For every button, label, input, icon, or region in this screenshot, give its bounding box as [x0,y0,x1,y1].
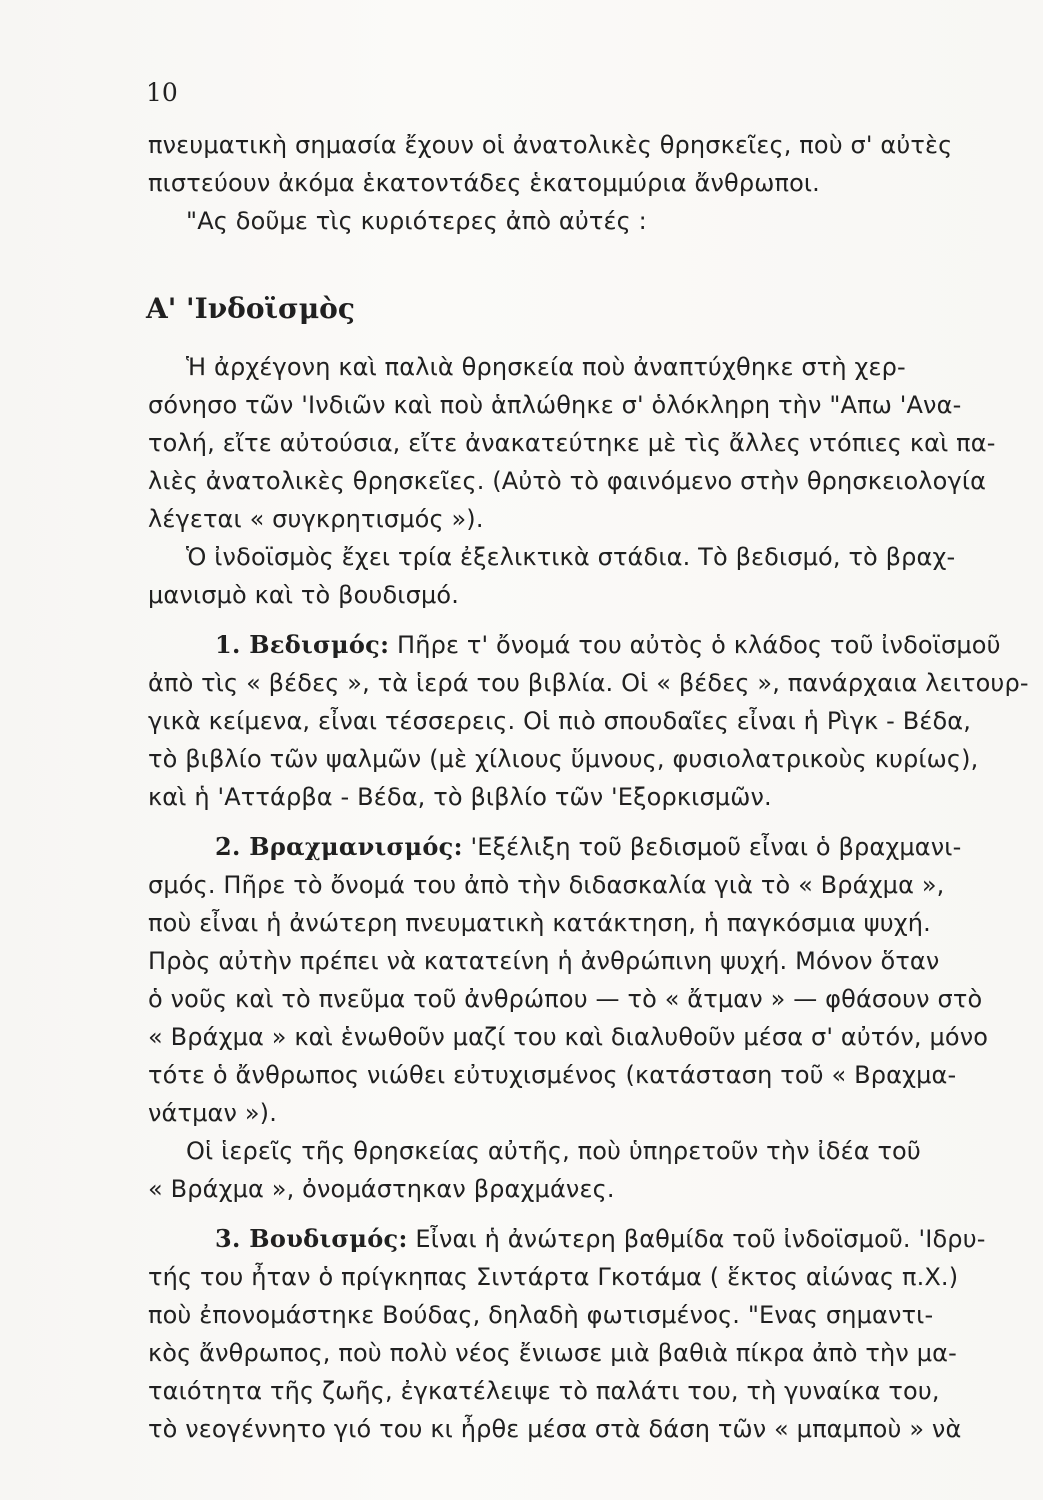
text-line: τὸ νεογέννητο γιό του κι ἦρθε μέσα στὰ δάση τῶν « μπαμποὺ » νὰ [148,1415,962,1443]
page-number: 10 [146,78,178,107]
text-fragment: 'Εξέλιξη τοῦ βεδισμοῦ εἶναι ὁ βραχμανι- [470,833,962,861]
text-fragment: Εἶναι ἡ ἀνώτερη βαθμίδα τοῦ ἰνδοϊσμοῦ. 'Ιδρυ- [415,1225,986,1253]
text-line: μανισμὸ καὶ τὸ βουδισμό. [148,581,459,609]
text-line: σόνησο τῶν 'Ινδιῶν καὶ ποὺ ἁπλώθηκε σ' ὁλόκληρη τὴν "Απω 'Ανα- [148,391,962,419]
section-2-title: 2. Βραχμανισμός: [215,832,463,861]
text-line: ὁ νοῦς καὶ τὸ πνεῦμα τοῦ ἀνθρώπου — τὸ « ἄτμαν » — φθάσουν στὸ [148,985,983,1013]
text-line: τὸ βιβλίο τῶν ψαλμῶν (μὲ χίλιους ὕμνους, φυσιολατρικοὺς κυρίως), [148,745,979,773]
section-3-line [215,1224,1043,1254]
text-line: πνευματικὴ σημασία ἔχουν οἱ ἀνατολικὲς θρησκεῖες, ποὺ σ' αὐτὲς [148,131,953,159]
text-line: νάτμαν »). [148,1099,277,1127]
text-line: γικὰ κείμενα, εἶναι τέσσερεις. Οἱ πιὸ σπουδαῖες εἶναι ἡ Ρὶγκ - Βέδα, [148,707,972,735]
text-line: ποὺ εἶναι ἡ ἀνώτερη πνευματικὴ κατάκτηση, ἡ παγκόσμια ψυχή. [148,909,931,937]
text-line: Ὁ ἰνδοϊσμὸς ἔχει τρία ἐξελικτικὰ στάδια. Τὸ βεδισμό, τὸ βραχ- [186,543,956,571]
section-heading: Α' 'Ινδοϊσμὸς [146,292,355,325]
text-line: Ἡ ἀρχέγονη καὶ παλιὰ θρησκεία ποὺ ἀναπτύχθηκε στὴ χερ- [186,353,906,381]
text-line: « Βράχμα » καὶ ἑνωθοῦν μαζί του καὶ διαλυθοῦν μέσα σ' αὐτόν, μόνο [148,1023,989,1051]
text-line: ἀπὸ τὶς « βέδες », τὰ ἱερά του βιβλία. Οἱ « βέδες », πανάρχαια λειτουρ- [148,669,1029,697]
text-line: λέγεται « συγκρητισμός »). [148,505,484,533]
section-1-line [215,630,1043,660]
text-line: λιὲς ἀνατολικὲς θρησκεῖες. (Αὐτὸ τὸ φαινόμενο στὴν θρησκειολογία [148,467,987,495]
text-line: τολή, εἴτε αὐτούσια, εἴτε ἀνακατεύτηκε μὲ τὶς ἄλλες ντόπιες καὶ πα- [148,429,996,457]
text-line: τότε ὁ ἄνθρωπος νιώθει εὐτυχισμένος (κατάσταση τοῦ « Βραχμα- [148,1061,957,1089]
text-line: πιστεύουν ἀκόμα ἑκατοντάδες ἑκατομμύρια ἄνθρωποι. [148,169,820,197]
text-line: καὶ ἡ 'Αττάρβα - Βέδα, τὸ βιβλίο τῶν 'Εξορκισμῶν. [148,783,772,811]
section-1-title: 1. Βεδισμός: [215,630,390,659]
text-line: τής του ἦταν ὁ πρίγκηπας Σιντάρτα Γκοτάμα ( ἕκτος αἰώνας π.Χ.) [148,1263,959,1291]
text-line: ταιότητα τῆς ζωῆς, ἐγκατέλειψε τὸ παλάτι του, τὴ γυναίκα του, [148,1377,940,1405]
text-fragment: Πῆρε τ' ὄνομά του αὐτὸς ὁ κλάδος τοῦ ἰνδοϊσμοῦ [397,631,1001,659]
text-line: "Ας δοῦμε τὶς κυριότερες ἀπὸ αὐτές : [186,207,647,235]
text-line: Οἱ ἱερεῖς τῆς θρησκείας αὐτῆς, ποὺ ὑπηρετοῦν τὴν ἰδέα τοῦ [186,1137,921,1165]
text-line: « Βράχμα », ὀνομάστηκαν βραχμάνες. [148,1175,615,1203]
text-line: κὸς ἄνθρωπος, ποὺ πολὺ νέος ἔνιωσε μιὰ βαθιὰ πίκρα ἀπὸ τὴν μα- [148,1339,957,1367]
section-2-line [215,832,1043,862]
section-3-title: 3. Βουδισμός: [215,1224,408,1253]
text-line: ποὺ ἐπονομάστηκε Βούδας, δηλαδὴ φωτισμένος. "Ενας σημαντι- [148,1301,934,1329]
text-line: σμός. Πῆρε τὸ ὄνομά του ἀπὸ τὴν διδασκαλία γιὰ τὸ « Βράχμα », [148,871,945,899]
text-line: Πρὸς αὐτὴν πρέπει νὰ κατατείνη ἡ ἀνθρώπινη ψυχή. Μόνον ὅταν [148,947,940,975]
